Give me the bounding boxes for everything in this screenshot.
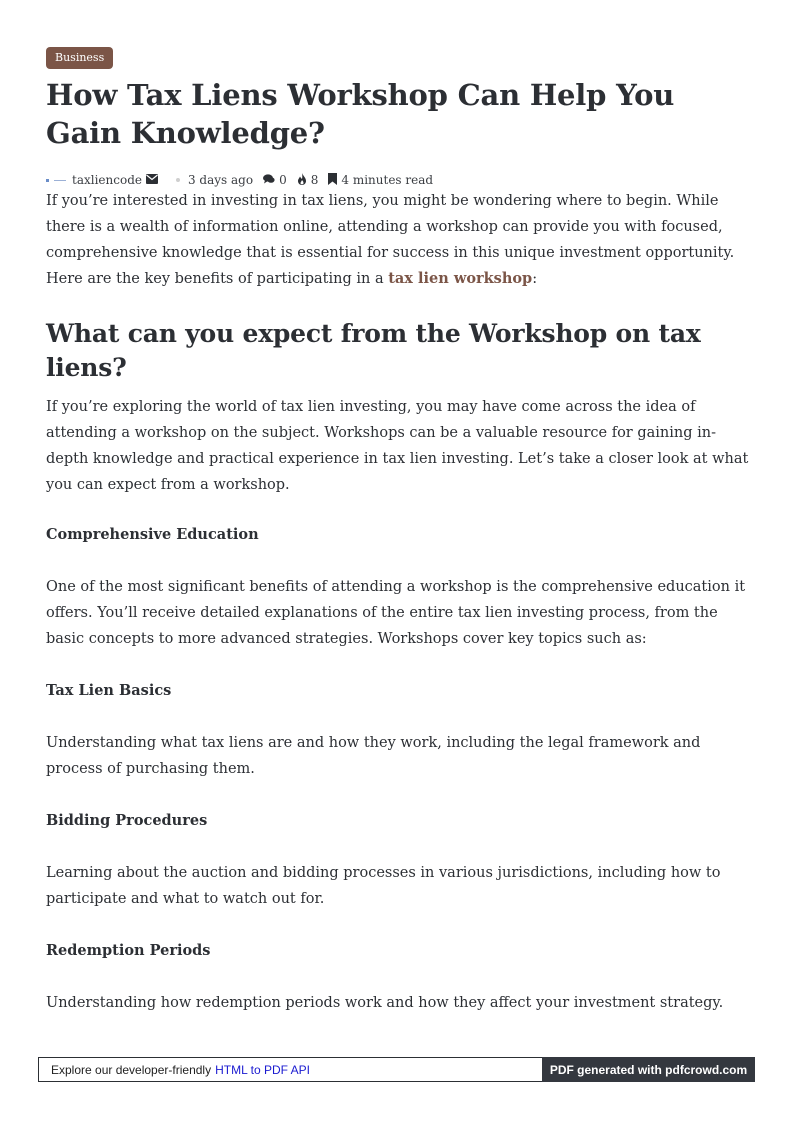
intro-end: : bbox=[532, 271, 538, 287]
subheading-bidding-procedures: Bidding Procedures bbox=[46, 812, 208, 829]
comprehensive-education-text: One of the most significant benefits of attending a workshop is the comprehensive education it offers. You’ll receive detailed explanations of the entire tax lien investing process, from the basic concepts to more advanced strategies. Workshops cover key topics such as: bbox=[46, 579, 746, 647]
bookmark-icon bbox=[328, 173, 337, 188]
pdf-footer bbox=[38, 1057, 755, 1082]
author[interactable] bbox=[46, 173, 162, 187]
fire-icon bbox=[297, 173, 307, 188]
article-title: How Tax Liens Workshop Can Help You Gain Knowledge? bbox=[46, 78, 675, 150]
footer-prefix: Explore our developer-friendly bbox=[51, 1062, 212, 1077]
comments-icon bbox=[263, 174, 275, 187]
subheading-redemption-periods: Redemption Periods bbox=[46, 942, 211, 959]
post-date bbox=[188, 173, 253, 187]
comments-count[interactable] bbox=[263, 173, 287, 187]
separator-dot bbox=[176, 178, 180, 182]
author-name[interactable]: taxliencode bbox=[72, 173, 142, 187]
read-time bbox=[328, 173, 433, 188]
intro-paragraph bbox=[46, 188, 751, 292]
envelope-icon[interactable] bbox=[146, 174, 158, 187]
post-meta bbox=[46, 172, 751, 188]
comments-value: 0 bbox=[279, 173, 287, 187]
tax-lien-basics-text: Understanding what tax liens are and how they work, including the legal framework and process of purchasing them. bbox=[46, 735, 701, 777]
redemption-periods-text: Understanding how redemption periods work and how they affect your investment strategy. bbox=[46, 995, 724, 1011]
date-text: 3 days ago bbox=[187, 173, 254, 187]
read-time-text: 4 minutes read bbox=[341, 173, 434, 187]
section-heading: What can you expect from the Workshop on tax liens? bbox=[46, 319, 701, 382]
tax-lien-workshop-link[interactable]: tax lien workshop bbox=[388, 270, 533, 287]
subheading-tax-lien-basics: Tax Lien Basics bbox=[46, 682, 172, 699]
views-value: 8 bbox=[310, 173, 319, 187]
avatar bbox=[46, 177, 68, 183]
intro-text: If you’re interested in investing in tax liens, you might be wondering where to begin. While there is a wealth of information online, attending a workshop can provide you with focused, comprehensive knowledge that is essential for success in this unique investment opportunity. Here are the key benefits of participating in a bbox=[46, 193, 735, 287]
html-to-pdf-api-link[interactable]: HTML to PDF API bbox=[215, 1062, 311, 1077]
section-paragraph: If you’re exploring the world of tax lien investing, you may have come across the idea of attending a workshop on the subject. Workshops can be a valuable resource for gaining in-depth knowledge and practical experience in tax lien investing. Let’s take a closer look at what you can expect from a workshop. bbox=[46, 399, 749, 493]
views-count bbox=[297, 173, 319, 188]
pdfcrowd-credit[interactable]: PDF generated with pdfcrowd.com bbox=[542, 1057, 755, 1082]
bidding-procedures-text: Learning about the auction and bidding processes in various jurisdictions, including how to participate and what to watch out for. bbox=[46, 865, 721, 907]
article bbox=[46, 46, 751, 1016]
subheading-comprehensive-education: Comprehensive Education bbox=[46, 526, 259, 543]
category-badge[interactable]: Business bbox=[46, 47, 113, 69]
footer-left bbox=[38, 1057, 542, 1082]
